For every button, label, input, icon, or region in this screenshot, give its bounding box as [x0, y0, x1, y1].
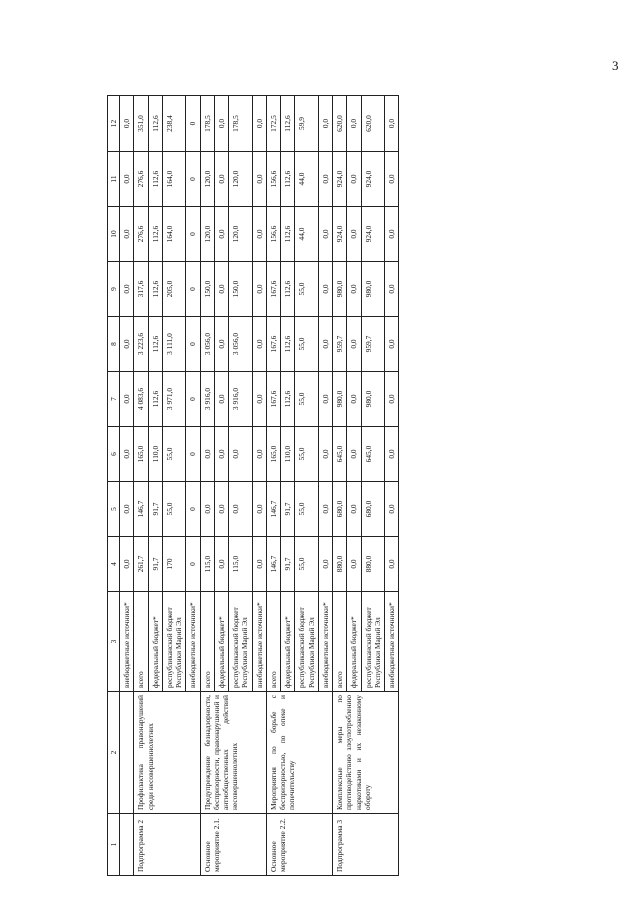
amount-cell: 91,7: [148, 537, 162, 592]
amount-cell: 167,6: [266, 317, 280, 372]
amount-cell: 980,0: [333, 372, 347, 427]
amount-cell: 680,0: [333, 482, 347, 537]
col-header: 9: [108, 262, 120, 317]
amount-cell: 112,6: [148, 262, 162, 317]
amount-cell: 167,6: [266, 262, 280, 317]
col-header: 1: [108, 814, 120, 876]
funding-source: внебюджетные источники*: [252, 592, 266, 692]
amount-cell: 0,0: [347, 207, 361, 262]
amount-cell: 0,0: [347, 372, 361, 427]
amount-cell: 0,0: [214, 482, 228, 537]
amount-cell: 0,0: [200, 427, 214, 482]
amount-cell: 3 916,0: [200, 372, 214, 427]
amount-cell: 645,0: [333, 427, 347, 482]
amount-cell: 0,0: [347, 262, 361, 317]
amount-cell: 924,0: [333, 152, 347, 207]
program-name: [120, 692, 134, 814]
amount-cell: 156,6: [266, 207, 280, 262]
amount-cell: 351,0: [134, 96, 148, 152]
amount-cell: 261,7: [134, 537, 148, 592]
amount-cell: 0,0: [252, 537, 266, 592]
amount-cell: 0,0: [252, 427, 266, 482]
amount-cell: 112,6: [148, 152, 162, 207]
amount-cell: 0,0: [120, 317, 134, 372]
amount-cell: 0,0: [252, 207, 266, 262]
amount-cell: 0,0: [252, 372, 266, 427]
amount-cell: 0,0: [385, 482, 399, 537]
amount-cell: 55,0: [295, 317, 319, 372]
amount-cell: 0: [186, 427, 200, 482]
col-header: 5: [108, 482, 120, 537]
amount-cell: 205,0: [162, 262, 186, 317]
table-row: [120, 96, 134, 876]
amount-cell: 0: [186, 372, 200, 427]
funding-source: всего: [333, 592, 347, 692]
amount-cell: 146,7: [266, 482, 280, 537]
amount-cell: 0,0: [347, 427, 361, 482]
amount-cell: 120,0: [229, 152, 253, 207]
funding-source: всего: [200, 592, 214, 692]
table-row: [200, 96, 214, 876]
amount-cell: 170: [162, 537, 186, 592]
amount-cell: 44,0: [295, 152, 319, 207]
amount-cell: 178,5: [200, 96, 214, 152]
amount-cell: 0,0: [347, 537, 361, 592]
amount-cell: 120,0: [229, 207, 253, 262]
amount-cell: 112,6: [148, 96, 162, 152]
amount-cell: 0,0: [318, 207, 332, 262]
amount-cell: 620,0: [333, 96, 347, 152]
program-code: Подпрограмма 2: [134, 814, 200, 876]
amount-cell: 0,0: [385, 96, 399, 152]
amount-cell: 167,6: [266, 372, 280, 427]
amount-cell: 0,0: [252, 152, 266, 207]
col-header: 12: [108, 96, 120, 152]
amount-cell: 0,0: [318, 427, 332, 482]
amount-cell: 55,0: [295, 372, 319, 427]
amount-cell: 3 916,0: [229, 372, 253, 427]
col-header: 3: [108, 592, 120, 692]
amount-cell: 0,0: [347, 482, 361, 537]
amount-cell: 3 056,0: [200, 317, 214, 372]
amount-cell: 0,0: [200, 482, 214, 537]
funding-source: всего: [134, 592, 148, 692]
amount-cell: 0,0: [318, 96, 332, 152]
amount-cell: 150,0: [200, 262, 214, 317]
amount-cell: 0,0: [318, 152, 332, 207]
amount-cell: 59,9: [295, 96, 319, 152]
table-row: [266, 96, 280, 876]
amount-cell: 0,0: [318, 262, 332, 317]
funding-source: федеральный бюджет*: [347, 592, 361, 692]
budget-table: [107, 95, 399, 876]
funding-source: федеральный бюджет*: [214, 592, 228, 692]
amount-cell: 0,0: [120, 427, 134, 482]
amount-cell: 3 223,6: [134, 317, 148, 372]
table-row: [333, 96, 347, 876]
amount-cell: 924,0: [361, 152, 385, 207]
amount-cell: 91,7: [281, 537, 295, 592]
amount-cell: 980,0: [333, 262, 347, 317]
amount-cell: 924,0: [333, 207, 347, 262]
amount-cell: 0,0: [120, 537, 134, 592]
amount-cell: 0,0: [214, 427, 228, 482]
col-header: 10: [108, 207, 120, 262]
amount-cell: 91,7: [281, 482, 295, 537]
amount-cell: 0,0: [318, 372, 332, 427]
amount-cell: 55,0: [295, 537, 319, 592]
amount-cell: 115,0: [229, 537, 253, 592]
amount-cell: 0: [186, 262, 200, 317]
amount-cell: 0,0: [318, 317, 332, 372]
program-name: Предупреждение безнадзорности, беспризорности, правонарушений и антиобщественных действий несовершеннолетних: [200, 692, 266, 814]
funding-source: всего: [266, 592, 280, 692]
amount-cell: 3 971,0: [162, 372, 186, 427]
amount-cell: 0,0: [120, 372, 134, 427]
amount-cell: 0,0: [347, 152, 361, 207]
funding-source: федеральный бюджет*: [281, 592, 295, 692]
funding-source: внебюджетные источники*: [120, 592, 134, 692]
amount-cell: 680,0: [361, 482, 385, 537]
amount-cell: 0,0: [214, 207, 228, 262]
amount-cell: 0,0: [385, 537, 399, 592]
amount-cell: 55,0: [295, 482, 319, 537]
program-name: Мероприятия по борьбе с беспризорностью, по опеке и попечительству: [266, 692, 332, 814]
amount-cell: 110,0: [281, 427, 295, 482]
amount-cell: 0,0: [385, 207, 399, 262]
amount-cell: 0: [186, 482, 200, 537]
amount-cell: 0,0: [120, 482, 134, 537]
col-header: 6: [108, 427, 120, 482]
amount-cell: 146,7: [134, 482, 148, 537]
amount-cell: 112,6: [281, 317, 295, 372]
amount-cell: 0,0: [347, 96, 361, 152]
amount-cell: 150,0: [229, 262, 253, 317]
amount-cell: 276,6: [134, 207, 148, 262]
amount-cell: 0,0: [385, 317, 399, 372]
amount-cell: 0,0: [120, 152, 134, 207]
amount-cell: 0: [186, 537, 200, 592]
amount-cell: 980,0: [361, 262, 385, 317]
amount-cell: 44,0: [295, 207, 319, 262]
amount-cell: 880,0: [361, 537, 385, 592]
amount-cell: 276,6: [134, 152, 148, 207]
amount-cell: 112,6: [148, 317, 162, 372]
amount-cell: 0,0: [214, 317, 228, 372]
amount-cell: 164,0: [162, 207, 186, 262]
amount-cell: 115,0: [200, 537, 214, 592]
amount-cell: 645,0: [361, 427, 385, 482]
amount-cell: 238,4: [162, 96, 186, 152]
col-header: 8: [108, 317, 120, 372]
amount-cell: 0,0: [318, 537, 332, 592]
program-name: Комплексные меры по противодействию злоупотреблению наркотиками и их незаконному обороту: [333, 692, 399, 814]
amount-cell: 0,0: [214, 537, 228, 592]
amount-cell: 110,0: [148, 427, 162, 482]
amount-cell: 0,0: [214, 262, 228, 317]
amount-cell: 0,0: [318, 482, 332, 537]
funding-source: республиканский бюджет Республики Марий Эл: [162, 592, 186, 692]
amount-cell: 0,0: [252, 96, 266, 152]
amount-cell: 120,0: [200, 207, 214, 262]
rotated-document: [107, 96, 527, 876]
amount-cell: 0: [186, 317, 200, 372]
table-body: [120, 96, 399, 876]
amount-cell: 55,0: [162, 482, 186, 537]
funding-source: федеральный бюджет*: [148, 592, 162, 692]
amount-cell: 3 056,0: [229, 317, 253, 372]
amount-cell: 165,0: [266, 427, 280, 482]
amount-cell: 4 083,6: [134, 372, 148, 427]
funding-source: республиканский бюджет Республики Марий Эл: [361, 592, 385, 692]
amount-cell: 0,0: [252, 262, 266, 317]
amount-cell: 0,0: [385, 152, 399, 207]
amount-cell: 0,0: [229, 482, 253, 537]
amount-cell: 0,0: [385, 372, 399, 427]
amount-cell: 0,0: [252, 317, 266, 372]
amount-cell: 178,5: [229, 96, 253, 152]
amount-cell: 0,0: [229, 427, 253, 482]
amount-cell: 112,6: [281, 372, 295, 427]
amount-cell: 120,0: [200, 152, 214, 207]
amount-cell: 0,0: [347, 317, 361, 372]
amount-cell: 0: [186, 152, 200, 207]
amount-cell: 156,6: [266, 152, 280, 207]
funding-source: внебюджетные источники*: [318, 592, 332, 692]
amount-cell: 0,0: [252, 482, 266, 537]
table-row: [134, 96, 148, 876]
funding-source: внебюджетные источники*: [385, 592, 399, 692]
amount-cell: 55,0: [295, 427, 319, 482]
amount-cell: 3 111,0: [162, 317, 186, 372]
amount-cell: 0: [186, 96, 200, 152]
program-code: Основное мероприятие 2.2.: [266, 814, 332, 876]
amount-cell: 112,6: [148, 207, 162, 262]
amount-cell: 165,0: [134, 427, 148, 482]
amount-cell: 959,7: [333, 317, 347, 372]
program-name: Профилактика правонарушений среди несовершеннолетних: [134, 692, 200, 814]
amount-cell: 0,0: [385, 427, 399, 482]
amount-cell: 91,7: [148, 482, 162, 537]
col-header: 11: [108, 152, 120, 207]
amount-cell: 146,7: [266, 537, 280, 592]
program-code: Основное мероприятие 2.1.: [200, 814, 266, 876]
amount-cell: 55,0: [295, 262, 319, 317]
amount-cell: 0,0: [214, 372, 228, 427]
amount-cell: 0,0: [214, 96, 228, 152]
header-row: [108, 96, 120, 876]
amount-cell: 0: [186, 207, 200, 262]
amount-cell: 0,0: [214, 152, 228, 207]
funding-source: республиканский бюджет Республики Марий Эл: [295, 592, 319, 692]
amount-cell: 112,6: [148, 372, 162, 427]
amount-cell: 0,0: [120, 96, 134, 152]
col-header: 2: [108, 692, 120, 814]
amount-cell: 172,5: [266, 96, 280, 152]
amount-cell: 980,0: [361, 372, 385, 427]
amount-cell: 55,0: [162, 427, 186, 482]
amount-cell: 112,6: [281, 207, 295, 262]
program-code: [120, 814, 134, 876]
program-code: Подпрограмма 3: [333, 814, 399, 876]
amount-cell: 0,0: [120, 207, 134, 262]
amount-cell: 164,0: [162, 152, 186, 207]
amount-cell: 317,6: [134, 262, 148, 317]
amount-cell: 880,0: [333, 537, 347, 592]
amount-cell: 620,0: [361, 96, 385, 152]
amount-cell: 924,0: [361, 207, 385, 262]
amount-cell: 0,0: [120, 262, 134, 317]
col-header: 4: [108, 537, 120, 592]
amount-cell: 959,7: [361, 317, 385, 372]
amount-cell: 112,6: [281, 96, 295, 152]
col-header: 7: [108, 372, 120, 427]
amount-cell: 0,0: [385, 262, 399, 317]
funding-source: республиканский бюджет Республики Марий Эл: [229, 592, 253, 692]
page-number: 3: [612, 58, 619, 73]
funding-source: внебюджетные источники*: [186, 592, 200, 692]
amount-cell: 112,6: [281, 262, 295, 317]
amount-cell: 112,6: [281, 152, 295, 207]
